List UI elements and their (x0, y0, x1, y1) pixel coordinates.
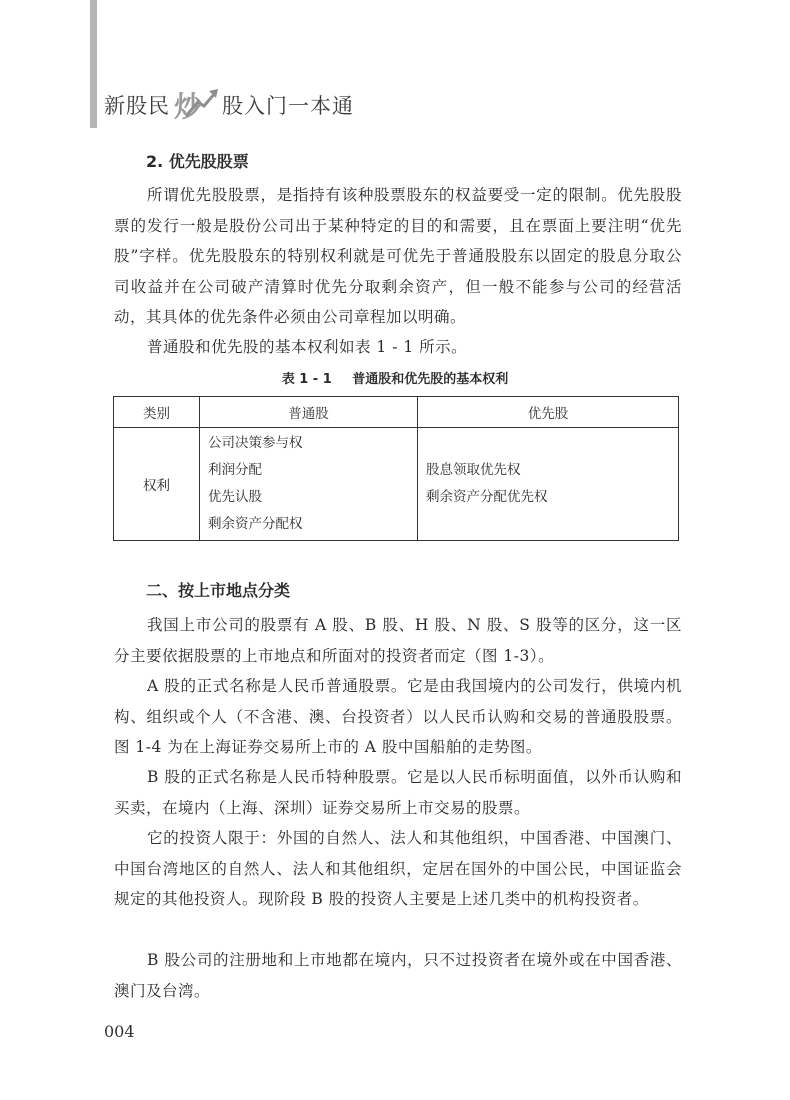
stock-rise-logo (172, 86, 220, 120)
paragraph: A 股的正式名称是人民币普通股票。它是由我国境内的公司发行，供境内机构、组织或个人（不含港、澳、台投资者）以人民币认购和交易的普通股股票。图 1-4 为在上海证券交易所上市的 A 股中国船舶的走势图。 (114, 677, 682, 756)
header-title-suffix: 股入门一本通 (222, 94, 354, 118)
table-header-category: 类别 (114, 397, 200, 428)
paragraph: B 股的正式名称是人民币特种股票。它是以人民币标明面值，以外币认购和买卖，在境内（上海、深圳）证券交易所上市交易的股票。 (114, 768, 682, 817)
running-header (104, 86, 354, 120)
paragraph: 所谓优先股股票，是指持有该种股票股东的权益要受一定的限制。优先股股票的发行一般是股份公司出于某种特定的目的和需要，且在票面上要注明“优先股”字样。优先股股东的特别权利就是可优先于普通股股东以固定的股息分取公司收益并在公司破产清算时优先分取剩余资产，但一般不能参与公司的经营活动，其具体的优先条件必须由公司章程加以明确。 (114, 186, 682, 326)
common-rights-cell (200, 428, 418, 541)
list-item: 公司决策参与权 (208, 435, 303, 451)
paragraph: 它的投资人限于：外国的自然人、法人和其他组织，中国香港、中国澳门、中国台湾地区的自然人、法人和其他组织，定居在国外的中国公民，中国证监会规定的其他投资人。现阶段 B 股的投资人主要是上述几类中的机构投资者。 (114, 829, 682, 908)
table-caption-title: 普通股和优先股的基本权利 (352, 372, 509, 387)
table-caption (0, 368, 790, 387)
list-item: 优先认股 (208, 489, 262, 505)
page-number: 004 (104, 1022, 135, 1041)
table-caption-number: 表 1 - 1 (281, 372, 332, 387)
paragraph: 我国上市公司的股票有 A 股、B 股、H 股、N 股、S 股等的区分，这一区分主要依据股票的上市地点和所面对的投资者而定（图 1-3）。 (114, 616, 682, 665)
list-item: 剩余资产分配优先权 (426, 489, 548, 505)
logo-character: 炒 (174, 90, 204, 120)
table-row (114, 428, 679, 541)
preferred-rights-cell (418, 428, 679, 541)
header-vertical-bar (90, 0, 97, 128)
table-header-row (114, 397, 679, 428)
section-heading-listing-location: 二、按上市地点分类 (146, 581, 291, 600)
list-item: 股息领取优先权 (426, 462, 521, 478)
paragraph: B 股公司的注册地和上市地都在境内，只不过投资者在境外或在中国香港、澳门及台湾。 (114, 951, 682, 1000)
list-item: 剩余资产分配权 (208, 516, 303, 532)
table-header-common: 普通股 (200, 397, 418, 428)
table-header-preferred: 优先股 (418, 397, 679, 428)
header-title-prefix: 新股民 (104, 94, 170, 118)
table-row-label: 权利 (114, 428, 200, 541)
rights-table (113, 396, 679, 541)
paragraph: 普通股和优先股的基本权利如表 1 - 1 所示。 (147, 338, 468, 356)
list-item: 利润分配 (208, 462, 262, 478)
section-heading-preferred-stock: 2. 优先股股票 (146, 152, 249, 171)
